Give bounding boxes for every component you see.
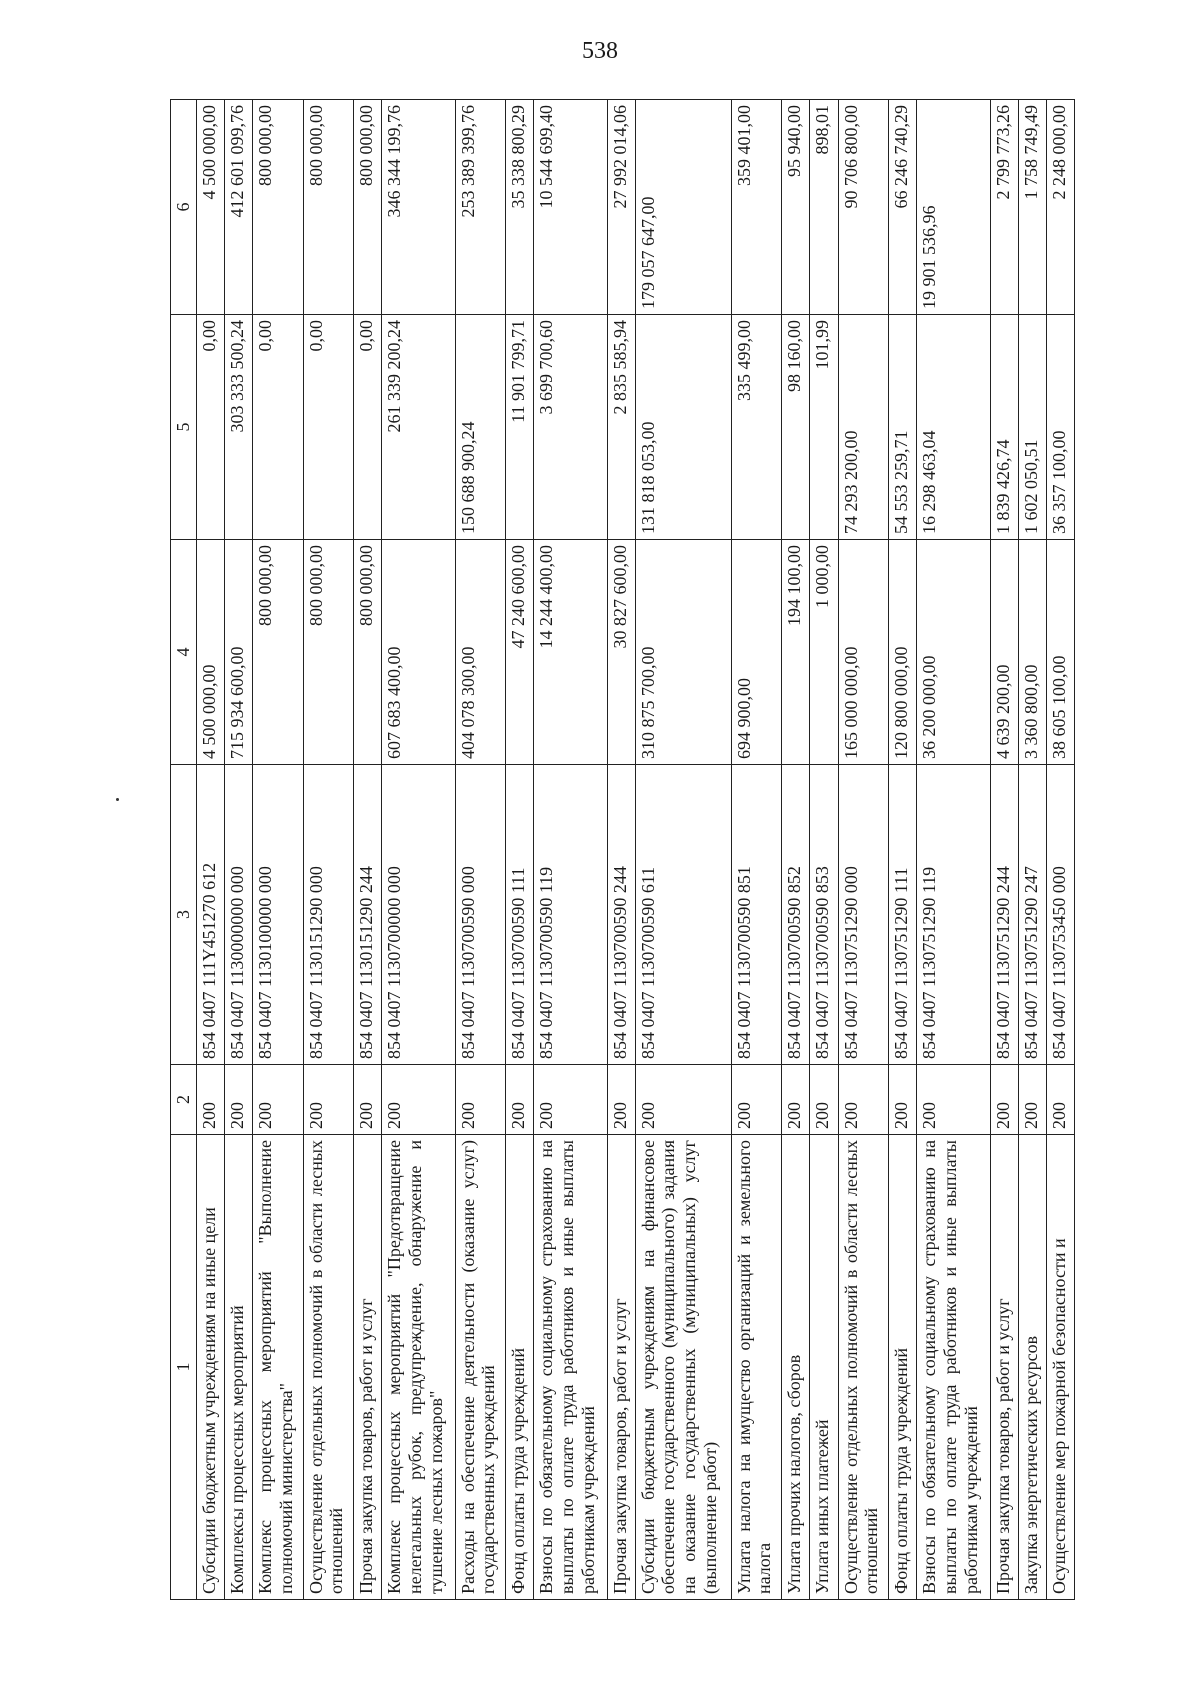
row-name: Осуществление отдельных полномочий в области лесных отношений bbox=[303, 1135, 354, 1600]
row-kbk: 854 0407 1130751290 119 bbox=[917, 765, 990, 1065]
row-name: Субсидии бюджетным учреждениям на иные цели bbox=[196, 1135, 224, 1600]
row-col6: 2 248 000,00 bbox=[1046, 100, 1074, 315]
row-col5: 303 333 500,24 bbox=[224, 315, 252, 540]
table-row bbox=[810, 100, 838, 1600]
row-code: 200 bbox=[889, 1065, 917, 1135]
row-name: Фонд оплаты труда учреждений bbox=[506, 1135, 534, 1600]
row-col5: 2 835 585,94 bbox=[607, 315, 635, 540]
row-col5: 0,00 bbox=[354, 315, 382, 540]
row-kbk: 854 0407 1130700590 852 bbox=[782, 765, 810, 1065]
row-col6: 4 500 000,00 bbox=[196, 100, 224, 315]
row-col6: 1 758 749,49 bbox=[1018, 100, 1046, 315]
row-col5: 11 901 799,71 bbox=[506, 315, 534, 540]
header-col-4: 4 bbox=[171, 540, 197, 765]
row-col5: 261 339 200,24 bbox=[382, 315, 455, 540]
row-kbk: 854 0407 1130700590 119 bbox=[534, 765, 607, 1065]
row-name: Закупка энергетических ресурсов bbox=[1018, 1135, 1046, 1600]
row-kbk: 854 0407 1130751290 247 bbox=[1018, 765, 1046, 1065]
row-col4: 194 100,00 bbox=[782, 540, 810, 765]
row-col5: 1 602 050,51 bbox=[1018, 315, 1046, 540]
scan-speck bbox=[116, 798, 119, 801]
row-code: 200 bbox=[635, 1065, 731, 1135]
row-kbk: 854 0407 1130151290 244 bbox=[354, 765, 382, 1065]
row-col5: 335 499,00 bbox=[731, 315, 782, 540]
row-name: Уплата прочих налогов, сборов bbox=[782, 1135, 810, 1600]
row-code: 200 bbox=[731, 1065, 782, 1135]
row-col4: 715 934 600,00 bbox=[224, 540, 252, 765]
row-kbk: 854 0407 1130753450 000 bbox=[1046, 765, 1074, 1065]
row-col5: 98 160,00 bbox=[782, 315, 810, 540]
row-name: Комплексы процессных мероприятий bbox=[224, 1135, 252, 1600]
table-row bbox=[354, 100, 382, 1600]
row-kbk: 854 0407 111Y451270 612 bbox=[196, 765, 224, 1065]
table-row bbox=[782, 100, 810, 1600]
row-code: 200 bbox=[224, 1065, 252, 1135]
table-row bbox=[252, 100, 303, 1600]
row-name: Прочая закупка товаров, работ и услуг bbox=[607, 1135, 635, 1600]
row-code: 200 bbox=[506, 1065, 534, 1135]
table-row bbox=[889, 100, 917, 1600]
page-number: 538 bbox=[582, 38, 618, 64]
row-col6: 27 992 014,06 bbox=[607, 100, 635, 315]
row-col4: 3 360 800,00 bbox=[1018, 540, 1046, 765]
row-col6: 253 389 399,76 bbox=[455, 100, 506, 315]
row-col4: 1 000,00 bbox=[810, 540, 838, 765]
table-row bbox=[990, 100, 1018, 1600]
row-name: Взносы по обязательному социальному страхованию на выплаты по оплате труда работников и иные выплаты работникам учреждений bbox=[534, 1135, 607, 1600]
row-col5: 0,00 bbox=[303, 315, 354, 540]
row-name: Уплата налога на имущество организаций и земельного налога bbox=[731, 1135, 782, 1600]
row-kbk: 854 0407 1130751290 000 bbox=[838, 765, 889, 1065]
row-kbk: 854 0407 1130700000 000 bbox=[382, 765, 455, 1065]
row-col5: 3 699 700,60 bbox=[534, 315, 607, 540]
row-col6: 412 601 099,76 bbox=[224, 100, 252, 315]
row-col4: 694 900,00 bbox=[731, 540, 782, 765]
table-row bbox=[635, 100, 731, 1600]
row-col6: 898,01 bbox=[810, 100, 838, 315]
table-row bbox=[917, 100, 990, 1600]
row-name: Расходы на обеспечение деятельности (оказание услуг) государственных учреждений bbox=[455, 1135, 506, 1600]
table-row bbox=[607, 100, 635, 1600]
row-kbk: 854 0407 1130100000 000 bbox=[252, 765, 303, 1065]
table-row bbox=[1018, 100, 1046, 1600]
row-col4: 4 639 200,00 bbox=[990, 540, 1018, 765]
table-row bbox=[224, 100, 252, 1600]
row-col5: 36 357 100,00 bbox=[1046, 315, 1074, 540]
header-col-3: 3 bbox=[171, 765, 197, 1065]
row-kbk: 854 0407 1130700590 111 bbox=[506, 765, 534, 1065]
row-col5: 1 839 426,74 bbox=[990, 315, 1018, 540]
row-col6: 800 000,00 bbox=[303, 100, 354, 315]
row-code: 200 bbox=[455, 1065, 506, 1135]
row-col6: 346 344 199,76 bbox=[382, 100, 455, 315]
row-code: 200 bbox=[303, 1065, 354, 1135]
row-kbk: 854 0407 1130151290 000 bbox=[303, 765, 354, 1065]
table-row bbox=[196, 100, 224, 1600]
row-col5: 150 688 900,24 bbox=[455, 315, 506, 540]
row-code: 200 bbox=[196, 1065, 224, 1135]
row-col4: 120 800 000,00 bbox=[889, 540, 917, 765]
row-kbk: 854 0407 1130700590 244 bbox=[607, 765, 635, 1065]
table-row bbox=[455, 100, 506, 1600]
row-name: Фонд оплаты труда учреждений bbox=[889, 1135, 917, 1600]
row-col6: 359 401,00 bbox=[731, 100, 782, 315]
table-row bbox=[534, 100, 607, 1600]
row-code: 200 bbox=[1046, 1065, 1074, 1135]
row-col6: 2 799 773,26 bbox=[990, 100, 1018, 315]
row-col4: 4 500 000,00 bbox=[196, 540, 224, 765]
row-col5: 54 553 259,71 bbox=[889, 315, 917, 540]
header-col-2: 2 bbox=[171, 1065, 197, 1135]
row-code: 200 bbox=[990, 1065, 1018, 1135]
row-col6: 19 901 536,96 bbox=[917, 100, 990, 315]
row-col4: 404 078 300,00 bbox=[455, 540, 506, 765]
row-col4: 38 605 100,00 bbox=[1046, 540, 1074, 765]
row-name: Прочая закупка товаров, работ и услуг bbox=[990, 1135, 1018, 1600]
row-code: 200 bbox=[838, 1065, 889, 1135]
budget-table bbox=[170, 99, 1075, 1600]
row-col5: 0,00 bbox=[252, 315, 303, 540]
row-name: Комплекс процессных мероприятий "Выполнение полномочий министерства" bbox=[252, 1135, 303, 1600]
table-header-row bbox=[171, 100, 197, 1600]
row-name: Субсидии бюджетным учреждениям на финансовое обеспечение государственного (муниципального) задания на оказание государственных (муниципальных) услуг (выполнение работ) bbox=[635, 1135, 731, 1600]
table-row bbox=[303, 100, 354, 1600]
row-name: Уплата иных платежей bbox=[810, 1135, 838, 1600]
row-col6: 800 000,00 bbox=[252, 100, 303, 315]
row-col5: 101,99 bbox=[810, 315, 838, 540]
row-col6: 179 057 647,00 bbox=[635, 100, 731, 315]
row-col6: 90 706 800,00 bbox=[838, 100, 889, 315]
row-code: 200 bbox=[917, 1065, 990, 1135]
header-col-6: 6 bbox=[171, 100, 197, 315]
row-code: 200 bbox=[252, 1065, 303, 1135]
row-code: 200 bbox=[810, 1065, 838, 1135]
row-name: Осуществление отдельных полномочий в области лесных отношений bbox=[838, 1135, 889, 1600]
row-name: Комплекс процессных мероприятий "Предотвращение нелегальных рубок, предупреждение, обнаружение и тушение лесных пожаров" bbox=[382, 1135, 455, 1600]
row-col4: 165 000 000,00 bbox=[838, 540, 889, 765]
row-kbk: 854 0407 1130700590 000 bbox=[455, 765, 506, 1065]
row-col4: 607 683 400,00 bbox=[382, 540, 455, 765]
row-col6: 95 940,00 bbox=[782, 100, 810, 315]
table-row bbox=[506, 100, 534, 1600]
row-name: Осуществление мер пожарной безопасности и bbox=[1046, 1135, 1074, 1600]
row-col5: 74 293 200,00 bbox=[838, 315, 889, 540]
rotated-table-wrapper bbox=[170, 100, 1075, 1600]
row-kbk: 854 0407 1130751290 111 bbox=[889, 765, 917, 1065]
row-code: 200 bbox=[534, 1065, 607, 1135]
row-col4: 800 000,00 bbox=[354, 540, 382, 765]
row-code: 200 bbox=[607, 1065, 635, 1135]
row-col6: 66 246 740,29 bbox=[889, 100, 917, 315]
header-col-5: 5 bbox=[171, 315, 197, 540]
row-col4: 47 240 600,00 bbox=[506, 540, 534, 765]
row-col4: 800 000,00 bbox=[252, 540, 303, 765]
row-code: 200 bbox=[1018, 1065, 1046, 1135]
row-col5: 131 818 053,00 bbox=[635, 315, 731, 540]
row-name: Взносы по обязательному социальному страхованию на выплаты по оплате труда работников и иные выплаты работникам учреждений bbox=[917, 1135, 990, 1600]
row-code: 200 bbox=[354, 1065, 382, 1135]
table-row bbox=[731, 100, 782, 1600]
row-col4: 36 200 000,00 bbox=[917, 540, 990, 765]
row-code: 200 bbox=[382, 1065, 455, 1135]
header-col-1: 1 bbox=[171, 1135, 197, 1600]
row-col4: 310 875 700,00 bbox=[635, 540, 731, 765]
row-col4: 800 000,00 bbox=[303, 540, 354, 765]
row-col6: 800 000,00 bbox=[354, 100, 382, 315]
row-kbk: 854 0407 1130700590 853 bbox=[810, 765, 838, 1065]
row-code: 200 bbox=[782, 1065, 810, 1135]
table-row bbox=[838, 100, 889, 1600]
row-col6: 35 338 800,29 bbox=[506, 100, 534, 315]
table-row bbox=[382, 100, 455, 1600]
row-col5: 0,00 bbox=[196, 315, 224, 540]
row-kbk: 854 0407 1130751290 244 bbox=[990, 765, 1018, 1065]
row-col4: 30 827 600,00 bbox=[607, 540, 635, 765]
row-kbk: 854 0407 1130700590 851 bbox=[731, 765, 782, 1065]
row-col6: 10 544 699,40 bbox=[534, 100, 607, 315]
table-row bbox=[1046, 100, 1074, 1600]
row-col4: 14 244 400,00 bbox=[534, 540, 607, 765]
row-kbk: 854 0407 1130000000 000 bbox=[224, 765, 252, 1065]
row-kbk: 854 0407 1130700590 611 bbox=[635, 765, 731, 1065]
row-name: Прочая закупка товаров, работ и услуг bbox=[354, 1135, 382, 1600]
row-col5: 16 298 463,04 bbox=[917, 315, 990, 540]
